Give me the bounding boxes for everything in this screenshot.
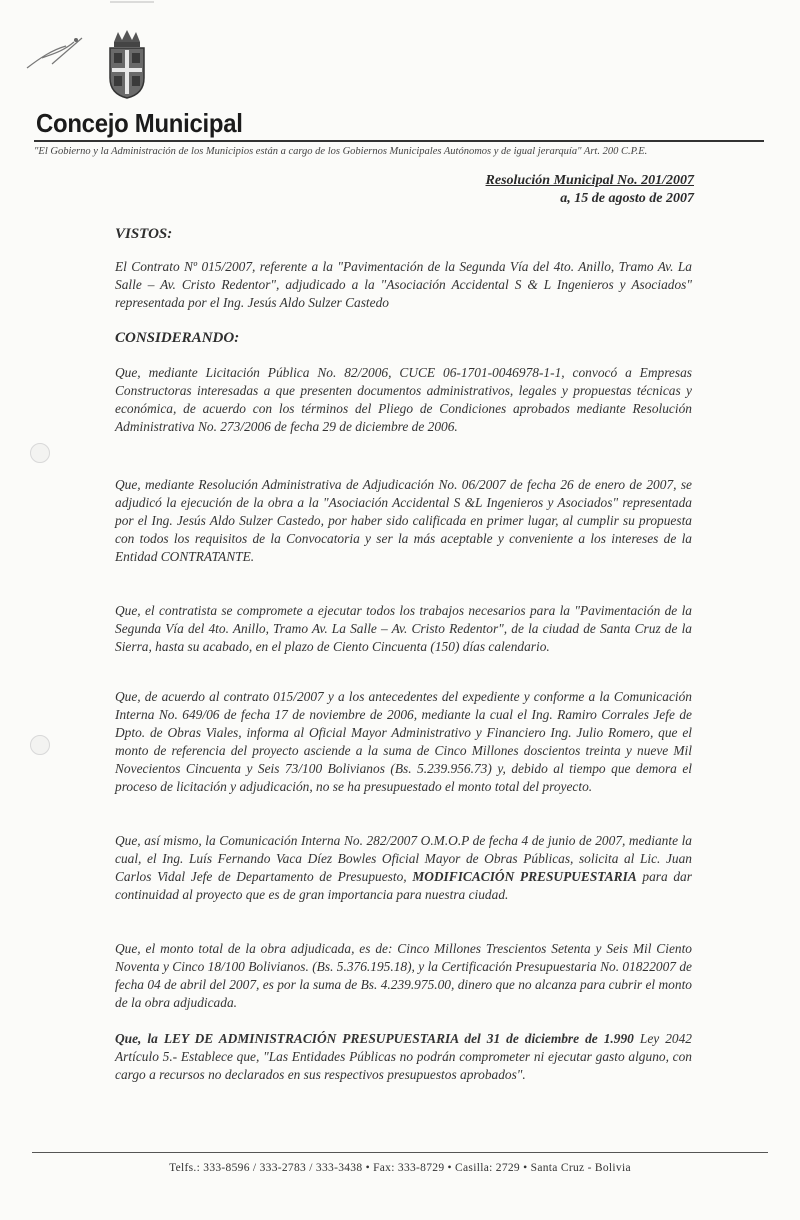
considerando-paragraph-4: Que, de acuerdo al contrato 015/2007 y a los antecedentes del expediente y conforme a la Comunicación Interna No. 649/06 de fecha 17 de noviembre de 2006, mediante la cual el Ing. Ramiro Corrales Jefe de Dpto. de Obras Viales, informa al Oficial Mayor Administrativo y Financiero Ing. Julio Romero, que el monto de referencia del proyecto asciende a la suma de Cinco Millones doscientos treinta y nueve Mil Novecientos Cincuenta y Seis 73/100 Bolivianos (Bs. 5.239.956.73) y, debido al tiempo que demora el proceso de licitación y adjudicación, no se ha presupuestado el monto total del proyecto.	[115, 689, 692, 794]
considerando-paragraph-2: Que, mediante Resolución Administrativa de Adjudicación No. 06/2007 de fecha 26 de enero de 2007, se adjudicó la ejecución de la obra a la "Asociación Accidental S &L Ingenieros y Asociados" representada por el Ing. Jesús Aldo Sulzer Castedo, por haber sido calificada en primer lugar, al cumplir su propuesta con todos los requisitos de la Convocatoria y ser la más aceptable y conveniente a los intereses de la Entidad CONTRATANTE.	[115, 477, 692, 564]
considerando-paragraph-5	[115, 832, 692, 904]
binder-hole	[30, 735, 50, 755]
scan-artifact-mark	[108, 0, 158, 6]
municipal-crest-icon	[104, 28, 150, 100]
resolution-date: a, 15 de agosto de 2007	[560, 191, 694, 206]
considerando-heading: CONSIDERANDO:	[115, 330, 240, 346]
handwritten-mark-icon	[22, 28, 92, 78]
considerando-paragraph-3: Que, el contratista se compromete a ejecutar todos los trabajos necesarios para la "Pavimentación de la Segunda Vía del 4to. Anillo, Tramo Av. La Salle – Av. Cristo Redentor", de la ciudad de Santa Cruz de la Sierra, hasta su acabado, en el plazo de Ciento Cincuenta (150) días calendario.	[115, 603, 692, 654]
constitution-motto: "El Gobierno y la Administración de los Municipios están a cargo de los Gobiernos Municipales Autónomos y de igual jerarquía" Art. 200 C.P.E.	[34, 146, 648, 157]
considerando-paragraph-7	[115, 1030, 692, 1084]
paragraph-5-end: para dar continuidad al proyecto que es de gran importancia para nuestra ciudad.	[115, 869, 692, 902]
organization-name: Concejo Municipal	[36, 108, 243, 138]
paragraph-5-start: Que, así mismo, la Comunicación Interna No. 282/2007 O.M.O.P de fecha 4 de junio de 2007, mediante la cual, el Ing. Luís Fernando Vaca Díez Bowles Oficial Mayor de Obras Públicas, solicita al Lic. Juan Carlos Vidal Jefe de Departamento de Presupuesto,	[115, 833, 692, 884]
binder-hole	[30, 443, 50, 463]
footer-divider	[32, 1152, 768, 1153]
footer-contact-line: Telfs.: 333-8596 / 333-2783 / 333-3438 • Fax: 333-8729 • Casilla: 2729 • Santa Cruz - Bolivia	[169, 1162, 631, 1174]
ley-administracion-presupuestaria-emphasis: Que, la LEY DE ADMINISTRACIÓN PRESUPUESTARIA del 31 de diciembre de 1.990	[115, 1031, 634, 1046]
considerando-paragraph-6: Que, el monto total de la obra adjudicada, es de: Cinco Millones Trescientos Setenta y Seis Mil Ciento Noventa y Cinco 18/100 Bolivianos. (Bs. 5.376.195.18), y la Certificación Presupuestaria No. 01822007 de fecha 04 de abril del 2007, es por la suma de Bs. 4.239.975.00, dinero que no alcanza para cubrir el monto de la obra adjudicada.	[115, 941, 692, 1010]
header-divider	[34, 140, 764, 142]
modificacion-presupuestaria-emphasis: MODIFICACIÓN PRESUPUESTARIA	[412, 869, 637, 884]
vistos-heading: VISTOS:	[115, 226, 173, 242]
paragraph-7-rest: Ley 2042 Artículo 5.- Establece que, "Las Entidades Públicas no podrán comprometer ni ejecutar gasto alguno, con cargo a recursos no declarados en sus respectivos presupuestos aprobados".	[115, 1031, 692, 1082]
resolution-number: Resolución Municipal No. 201/2007	[485, 173, 694, 188]
resolution-block	[486, 172, 694, 208]
vistos-paragraph: El Contrato Nº 015/2007, referente a la "Pavimentación de la Segunda Vía del 4to. Anillo, Tramo Av. La Salle – Av. Cristo Redentor", adjudicado a la "Asociación Accidental S & L Ingenieros y Asociados" representada por el Ing. Jesús Aldo Sulzer Castedo	[115, 259, 692, 310]
considerando-paragraph-1: Que, mediante Licitación Pública No. 82/2006, CUCE 06-1701-0046978-1-1, convocó a Empresas Constructoras interesadas a que presenten documentos administrativos, legales y propuestas técnicas y económica, de acuerdo con los términos del Pliego de Condiciones aprobados mediante Resolución Administrativa No. 273/2006 de fecha 29 de diciembre de 2006.	[115, 365, 692, 434]
